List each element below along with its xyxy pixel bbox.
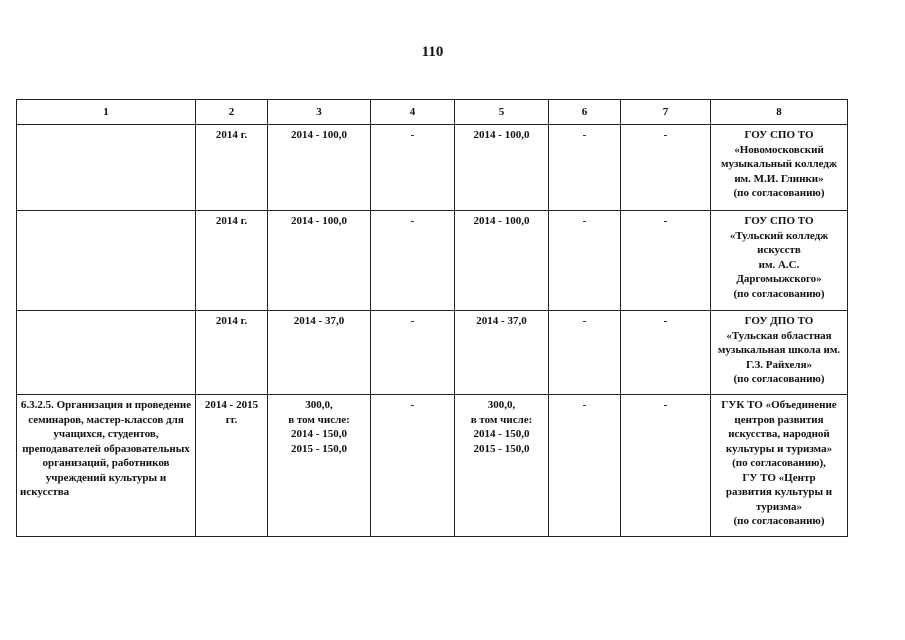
cell-activity	[17, 125, 196, 211]
cell-period: 2014 г.	[196, 311, 268, 395]
table-row	[17, 311, 848, 395]
cell-executor: ГУК ТО «Объединение центров развития искусства, народной культуры и туризма» (по согласованию), ГУ ТО «Центр развития культуры и туризма» (по согласованию)	[711, 395, 848, 537]
cell-activity	[17, 211, 196, 311]
cell-period: 2014 г.	[196, 211, 268, 311]
header-col-7: 7	[621, 100, 711, 125]
header-col-4: 4	[371, 100, 455, 125]
header-row	[17, 100, 848, 125]
cell-col5: 2014 - 100,0	[455, 211, 549, 311]
cell-col6: -	[549, 395, 621, 537]
cell-col4: -	[371, 395, 455, 537]
cell-col6: -	[549, 211, 621, 311]
cell-activity: 6.3.2.5. Организация и проведение семинаров, мастер-классов для учащихся, студентов, преподавателей образовательных организаций, работников учреждений культуры и искусства	[17, 395, 196, 537]
cell-total: 2014 - 37,0	[268, 311, 371, 395]
header-col-2: 2	[196, 100, 268, 125]
cell-executor: ГОУ ДПО ТО «Тульская областная музыкальная школа им. Г.З. Райхеля» (по согласованию)	[711, 311, 848, 395]
cell-period: 2014 - 2015 гг.	[196, 395, 268, 537]
cell-col5: 2014 - 37,0	[455, 311, 549, 395]
page-number: 110	[421, 44, 444, 60]
activities-table	[16, 99, 848, 537]
header-col-5: 5	[455, 100, 549, 125]
cell-col7: -	[621, 311, 711, 395]
header-col-8: 8	[711, 100, 848, 125]
cell-col4: -	[371, 211, 455, 311]
table-row	[17, 395, 848, 537]
header-col-3: 3	[268, 100, 371, 125]
header-col-6: 6	[549, 100, 621, 125]
cell-col7: -	[621, 395, 711, 537]
cell-executor: ГОУ СПО ТО «Новомосковский музыкальный колледж им. М.И. Глинки» (по согласованию)	[711, 125, 848, 211]
cell-period: 2014 г.	[196, 125, 268, 211]
cell-total: 300,0, в том числе: 2014 - 150,0 2015 - 150,0	[268, 395, 371, 537]
header-col-1: 1	[17, 100, 196, 125]
cell-col7: -	[621, 211, 711, 311]
cell-executor: ГОУ СПО ТО «Тульский колледж искусств им. А.С. Даргомыжского» (по согласованию)	[711, 211, 848, 311]
cell-col5: 300,0, в том числе: 2014 - 150,0 2015 - 150,0	[455, 395, 549, 537]
cell-col6: -	[549, 125, 621, 211]
cell-total: 2014 - 100,0	[268, 125, 371, 211]
cell-total: 2014 - 100,0	[268, 211, 371, 311]
table-row	[17, 125, 848, 211]
cell-activity	[17, 311, 196, 395]
cell-col6: -	[549, 311, 621, 395]
cell-col7: -	[621, 125, 711, 211]
cell-col4: -	[371, 311, 455, 395]
table-row	[17, 211, 848, 311]
cell-col4: -	[371, 125, 455, 211]
cell-col5: 2014 - 100,0	[455, 125, 549, 211]
